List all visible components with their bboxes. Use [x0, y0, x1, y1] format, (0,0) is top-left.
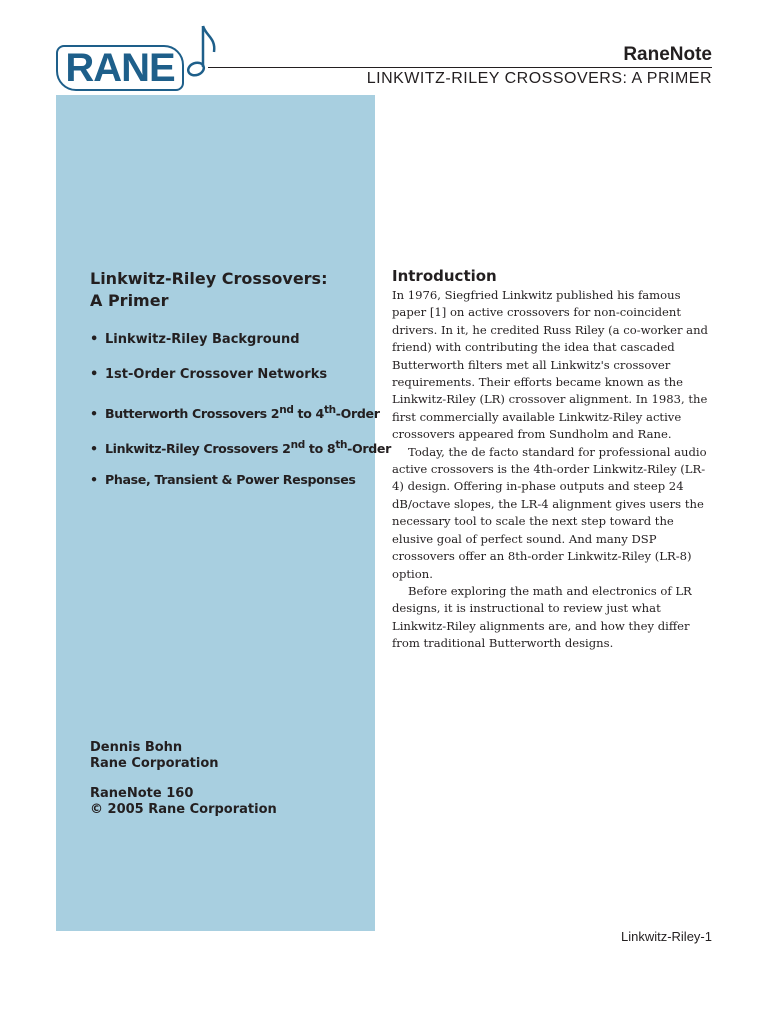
topic-list: [90, 331, 391, 506]
topic-item: • Phase, Transient & Power Responses: [90, 472, 356, 487]
intro-heading: Introduction: [392, 267, 497, 285]
copyright: © 2005 Rane Corporation: [90, 802, 277, 817]
author-company: Rane Corporation: [90, 756, 219, 771]
intro-body: [392, 287, 716, 653]
topic-item: • Linkwitz-Riley Crossovers 2nd to 8th-Order: [90, 439, 391, 457]
page-footer-label: Linkwitz-Riley-1: [620, 929, 712, 944]
intro-paragraph: In 1976, Siegfried Linkwitz published his famous paper [1] on active crossovers for non-coincident drivers. In it, he credited Russ Riley (a co-worker and friend) with contributing the idea that cascaded Butterworth filters met all Linkwitz's crossover requirements. Their efforts became known as the Linkwitz-Riley (LR) crossover alignment. In 1983, the first commercially available Linkwitz-Riley active crossovers appeared from Sundholm and Rane.: [392, 288, 708, 442]
topic-item: • 1st-Order Crossover Networks: [90, 367, 328, 382]
intro-paragraph: Today, the de facto standard for professional audio active crossovers is the 4th-order Linkwitz-Riley (LR-4) design. Offering in-phase outputs and steep 24 dB/octave slopes, the LR-4 alignment gives users the necessary tool to scale the next step toward the elusive goal of perfect sound. And many DSP crossovers offer an 8th-order Linkwitz-Riley (LR-8) option.: [392, 444, 707, 581]
topic-item: • Linkwitz-Riley Background: [90, 332, 300, 347]
header-rule: [208, 67, 712, 68]
topic-item: • Butterworth Crossovers 2nd to 4th-Order: [90, 404, 380, 422]
document-title-line: A Primer: [90, 291, 169, 310]
note-number: RaneNote 160: [90, 786, 194, 801]
rane-logo-text: RANE: [65, 46, 175, 90]
document-title: [90, 268, 370, 312]
rane-logo: [56, 45, 184, 91]
brand-title: RaneNote: [623, 44, 712, 65]
author-name: Dennis Bohn: [90, 740, 183, 755]
document-title-line: Linkwitz-Riley Crossovers:: [90, 269, 328, 288]
music-note-icon: [184, 22, 224, 80]
intro-paragraph: Before exploring the math and electronics of LR designs, it is instructional to review just what Linkwitz-Riley alignments are, and how they differ from traditional Butterworth designs.: [392, 583, 692, 651]
document-subtitle: LINKWITZ-RILEY CROSSOVERS: A PRIMER: [366, 70, 712, 87]
author-block: [90, 740, 277, 818]
